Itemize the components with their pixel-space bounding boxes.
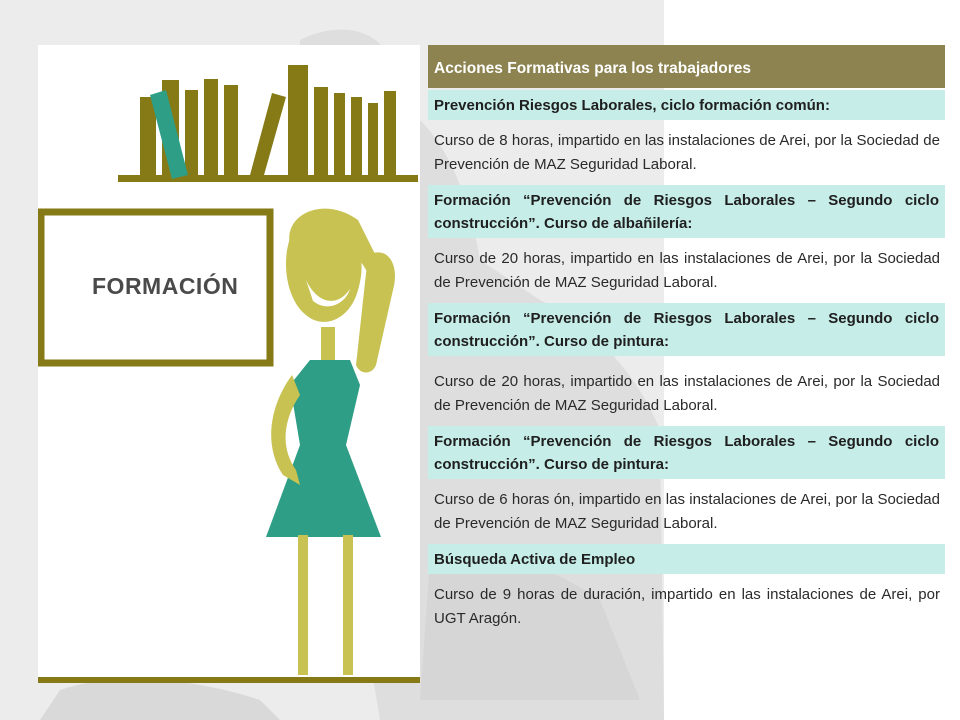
section-title: Formación “Prevención de Riesgos Laborales – Segundo ciclo construcción”. Curso de pintura: <box>428 303 945 356</box>
section-body: Curso de 6 horas ón, impartido en las instalaciones de Arei, por la Sociedad de Prevención de MAZ Seguridad Laboral. <box>434 491 940 532</box>
section-block <box>428 426 945 544</box>
panel-title: Acciones Formativas para los trabajadores <box>428 45 945 88</box>
illustration-art <box>38 45 420 683</box>
section-body: Curso de 20 horas, impartido en las instalaciones de Arei, por la Sociedad de Prevención de MAZ Seguridad Laboral. <box>434 250 940 291</box>
woman-figure <box>266 209 395 675</box>
section-body: Curso de 8 horas, impartido en las instalaciones de Arei, por la Sociedad de Prevención de MAZ Seguridad Laboral. <box>434 132 940 173</box>
section-body: Curso de 9 horas de duración, impartido en las instalaciones de Arei, por UGT Aragón. <box>434 586 940 627</box>
section-block <box>428 303 945 426</box>
section-block <box>428 544 945 639</box>
floor-line <box>38 677 420 683</box>
section-block <box>428 90 945 185</box>
section-block <box>428 185 945 303</box>
training-illustration <box>38 45 420 683</box>
section-title: Búsqueda Activa de Empleo <box>428 544 945 574</box>
section-title: Formación “Prevención de Riesgos Laborales – Segundo ciclo construcción”. Curso de albañilería: <box>428 185 945 238</box>
training-list-panel <box>428 45 945 639</box>
shelf <box>118 175 418 182</box>
section-title: Formación “Prevención de Riesgos Laborales – Segundo ciclo construcción”. Curso de pintura: <box>428 426 945 479</box>
section-body: Curso de 20 horas, impartido en las instalaciones de Arei, por la Sociedad de Prevención de MAZ Seguridad Laboral. <box>434 373 940 414</box>
section-title: Prevención Riesgos Laborales, ciclo formación común: <box>428 90 945 120</box>
board-label: FORMACIÓN <box>92 273 239 299</box>
